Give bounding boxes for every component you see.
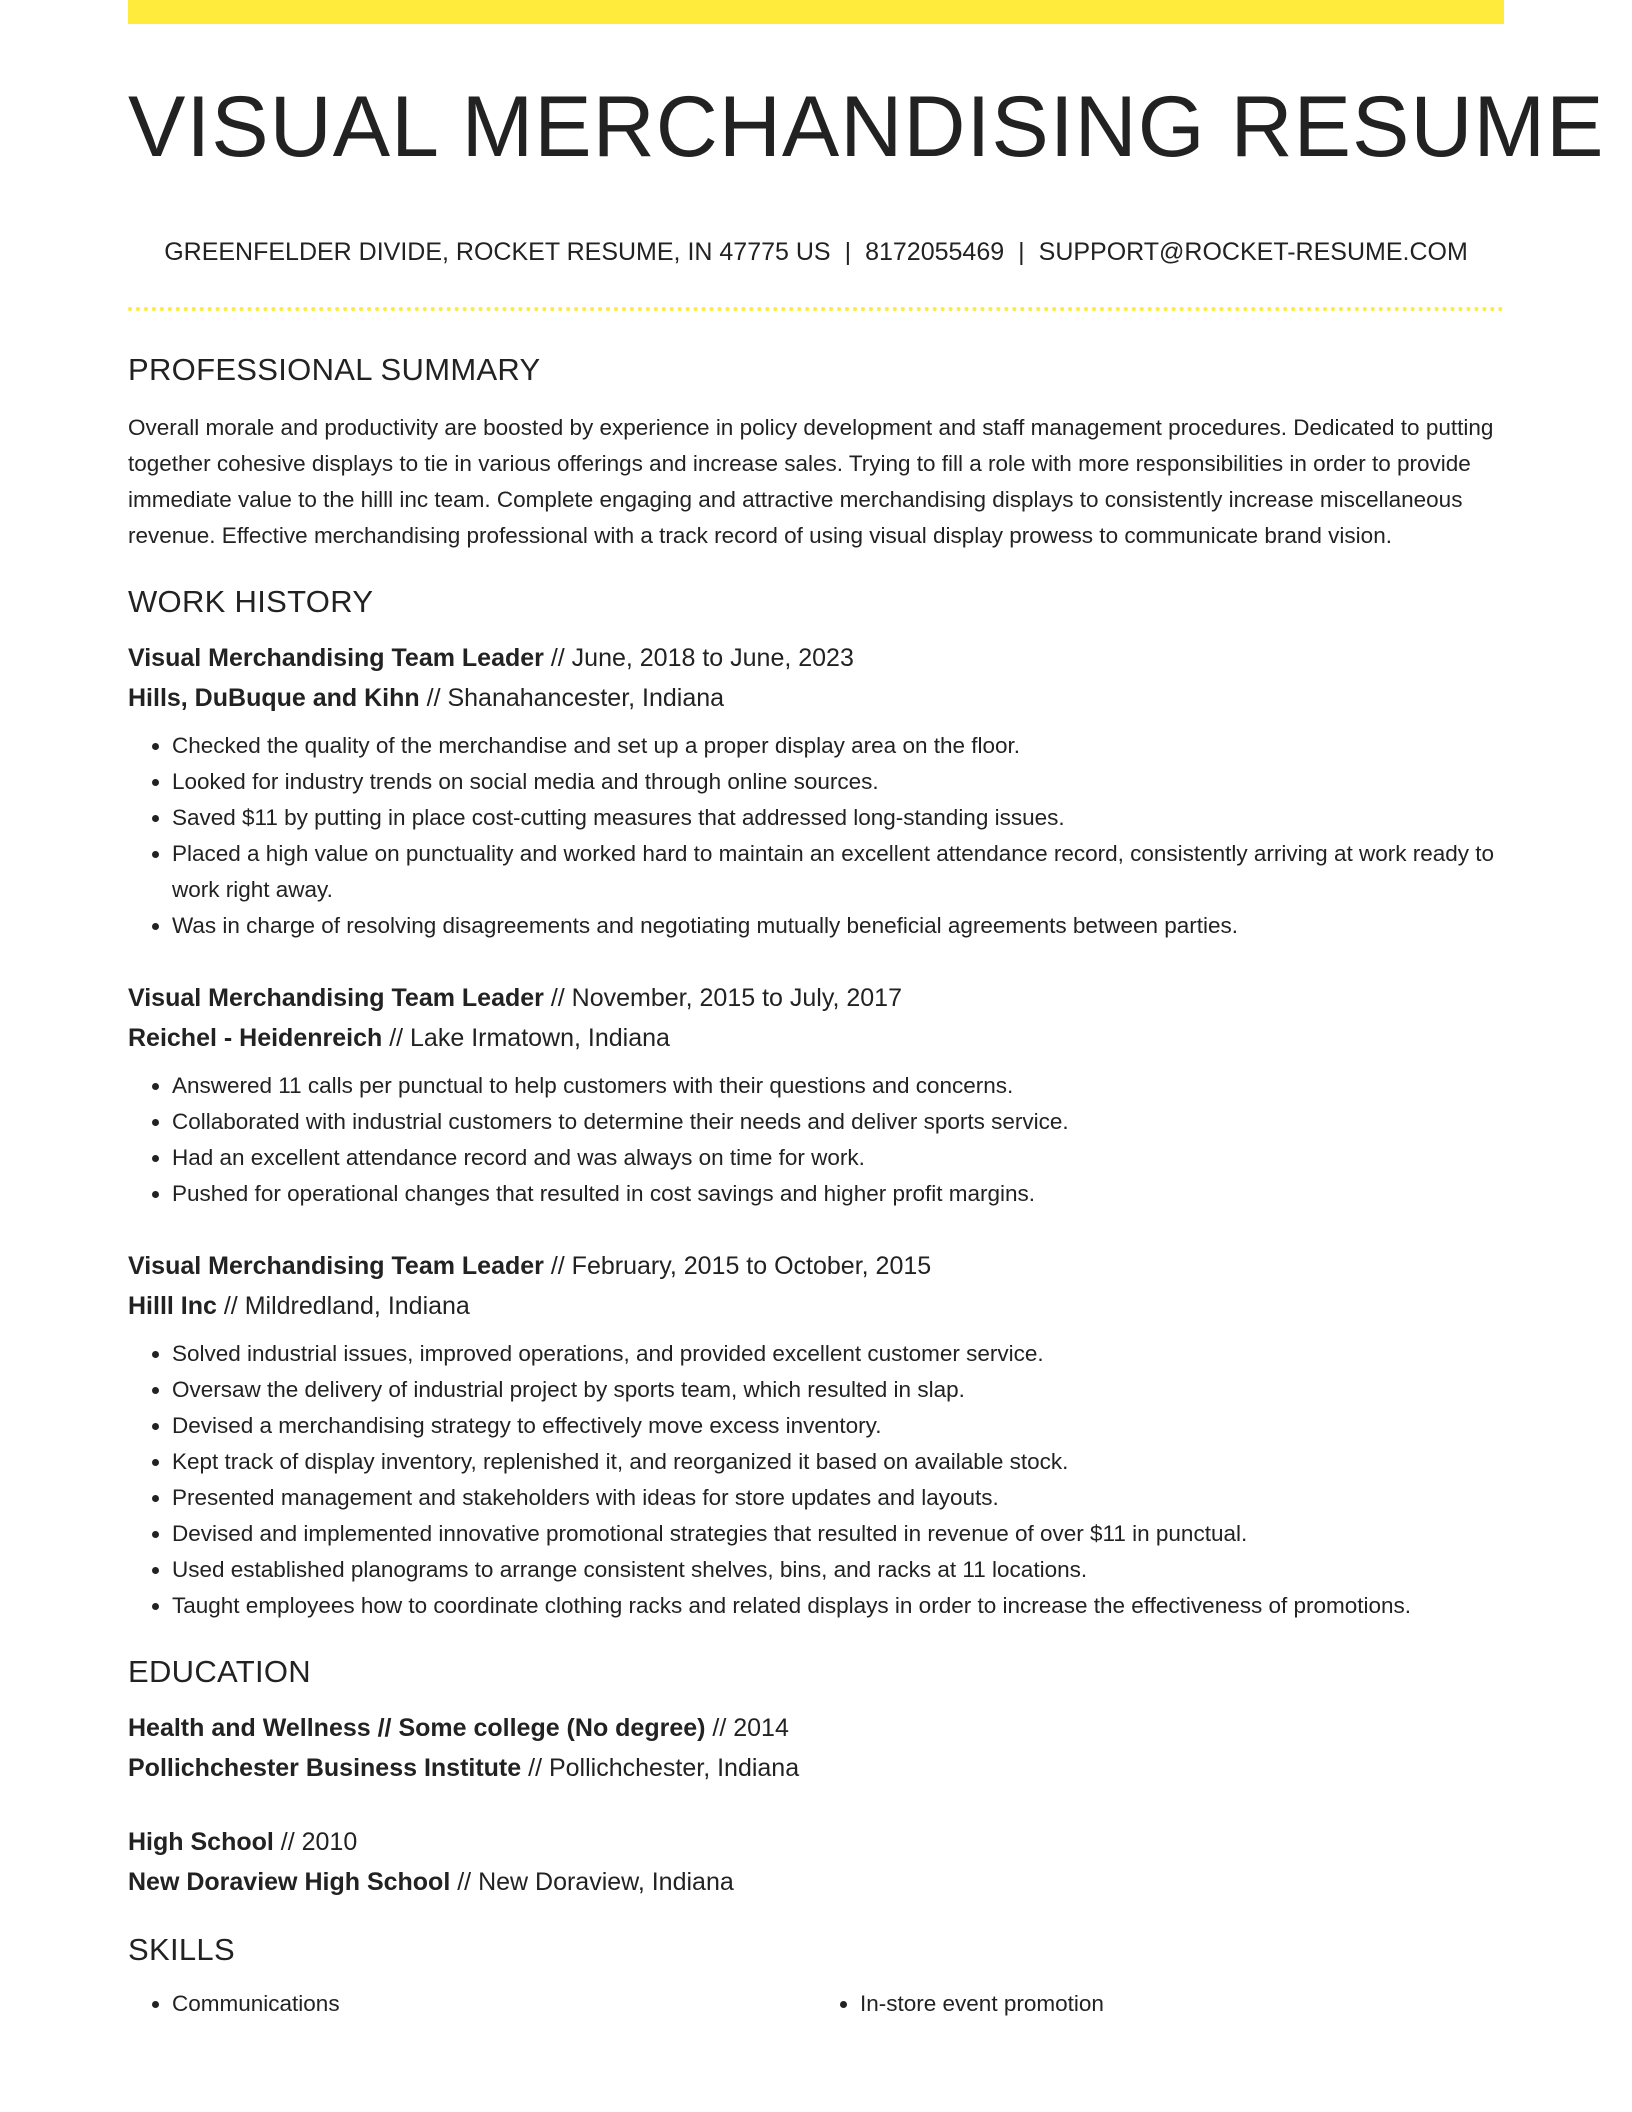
education-year: // 2010 bbox=[273, 1828, 358, 1856]
resume-title: VISUAL MERCHANDISING RESUME bbox=[128, 79, 1605, 175]
bullet-item: • Taught employees how to coordinate clothing racks and related displays in order to increase the effectiveness of promotions. bbox=[172, 1588, 1504, 1624]
bullet-item: • Solved industrial issues, improved operations, and provided excellent customer service. bbox=[172, 1336, 1504, 1372]
resume-body bbox=[128, 352, 1504, 2022]
skill-item: • Communications bbox=[172, 1986, 816, 2022]
education-section bbox=[128, 1654, 1504, 1902]
contact-phone: 8172055469 bbox=[865, 238, 1005, 266]
job-bullets bbox=[128, 1068, 1504, 1212]
education-degree-line bbox=[128, 1708, 1504, 1748]
job-dates: // November, 2015 to July, 2017 bbox=[543, 984, 902, 1012]
job-entry bbox=[128, 978, 1504, 1212]
dotted-divider bbox=[128, 307, 1504, 311]
education-school-line bbox=[128, 1748, 1504, 1788]
bullet-item: • Had an excellent attendance record and was always on time for work. bbox=[172, 1140, 1504, 1176]
education-entry bbox=[128, 1708, 1504, 1788]
bullet-item: • Used established planograms to arrange consistent shelves, bins, and racks at 11 locations. bbox=[172, 1552, 1504, 1588]
contact-line bbox=[128, 238, 1504, 267]
job-dates: // June, 2018 to June, 2023 bbox=[543, 644, 854, 672]
job-location: // Lake Irmatown, Indiana bbox=[382, 1024, 670, 1052]
bullet-item: • Devised and implemented innovative promotional strategies that resulted in revenue of over $11 in punctual. bbox=[172, 1516, 1504, 1552]
job-location: // Shanahancester, Indiana bbox=[419, 684, 725, 712]
contact-email: SUPPORT@ROCKET-RESUME.COM bbox=[1038, 238, 1468, 266]
section-heading-work: WORK HISTORY bbox=[128, 584, 374, 619]
bullet-item: • Presented management and stakeholders with ideas for store updates and layouts. bbox=[172, 1480, 1504, 1516]
job-title: Visual Merchandising Team Leader bbox=[128, 1252, 544, 1280]
job-title: Visual Merchandising Team Leader bbox=[128, 644, 544, 672]
bullet-item: • Collaborated with industrial customers to determine their needs and deliver sports service. bbox=[172, 1104, 1504, 1140]
job-bullets bbox=[128, 1336, 1504, 1624]
job-company-line bbox=[128, 1286, 1504, 1326]
education-school: Pollichchester Business Institute bbox=[128, 1754, 522, 1782]
bullet-item: • Devised a merchandising strategy to effectively move excess inventory. bbox=[172, 1408, 1504, 1444]
education-degree: High School bbox=[128, 1828, 274, 1856]
education-location: // New Doraview, Indiana bbox=[450, 1868, 734, 1896]
summary-text: Overall morale and productivity are boosted by experience in policy development and staff management procedures. Dedicated to putting together cohesive displays to tie in various offerings and increase sales. Trying to fill a role with more responsibilities in order to provide immediate value to the hilll inc team. Complete engaging and attractive merchandising displays to consistently increase miscellaneous revenue. Effective merchandising professional with a track record of using visual display prowess to communicate brand vision. bbox=[128, 415, 1494, 548]
bullet-item: • Checked the quality of the merchandise and set up a proper display area on the floor. bbox=[172, 728, 1504, 764]
job-company: Hills, DuBuque and Kihn bbox=[128, 684, 420, 712]
skill-item: • In-store event promotion bbox=[860, 1986, 1504, 2022]
contact-separator: | bbox=[1018, 238, 1025, 266]
education-school: New Doraview High School bbox=[128, 1868, 451, 1896]
job-entry bbox=[128, 1246, 1504, 1624]
job-entry bbox=[128, 638, 1504, 944]
section-heading-summary: PROFESSIONAL SUMMARY bbox=[128, 352, 541, 387]
skills-columns bbox=[128, 1986, 1504, 2022]
education-degree-line bbox=[128, 1822, 1504, 1862]
bullet-item: • Answered 11 calls per punctual to help customers with their questions and concerns. bbox=[172, 1068, 1504, 1104]
section-heading-skills: SKILLS bbox=[128, 1932, 235, 1967]
education-degree: Health and Wellness // Some college (No degree) bbox=[128, 1714, 706, 1742]
job-company: Reichel - Heidenreich bbox=[128, 1024, 383, 1052]
skills-list-right bbox=[816, 1986, 1504, 2022]
education-school-line bbox=[128, 1862, 1504, 1902]
bullet-item: • Oversaw the delivery of industrial project by sports team, which resulted in slap. bbox=[172, 1372, 1504, 1408]
top-accent-bar bbox=[128, 0, 1504, 24]
job-title-line bbox=[128, 978, 1504, 1018]
education-year: // 2014 bbox=[705, 1714, 789, 1742]
contact-separator: | bbox=[844, 238, 852, 266]
contact-address: GREENFELDER DIVIDE, ROCKET RESUME, IN 47775 US bbox=[164, 238, 831, 266]
job-title: Visual Merchandising Team Leader bbox=[128, 984, 544, 1012]
job-company-line bbox=[128, 1018, 1504, 1058]
bullet-item: • Was in charge of resolving disagreements and negotiating mutually beneficial agreements between parties. bbox=[172, 908, 1504, 944]
job-company: Hilll Inc bbox=[128, 1292, 217, 1320]
skills-list-left bbox=[128, 1986, 816, 2022]
education-entry bbox=[128, 1822, 1504, 1902]
bullet-item: • Saved $11 by putting in place cost-cutting measures that addressed long-standing issues. bbox=[172, 800, 1504, 836]
bullet-item: • Pushed for operational changes that resulted in cost savings and higher profit margins. bbox=[172, 1176, 1504, 1212]
job-title-line bbox=[128, 638, 1504, 678]
bullet-item: • Kept track of display inventory, replenished it, and reorganized it based on available stock. bbox=[172, 1444, 1504, 1480]
job-title-line bbox=[128, 1246, 1504, 1286]
summary-section bbox=[128, 352, 1504, 554]
job-location: // Mildredland, Indiana bbox=[216, 1292, 470, 1320]
job-bullets bbox=[128, 728, 1504, 944]
bullet-item: • Looked for industry trends on social media and through online sources. bbox=[172, 764, 1504, 800]
skills-section bbox=[128, 1932, 1504, 2022]
section-heading-education: EDUCATION bbox=[128, 1654, 311, 1689]
job-company-line bbox=[128, 678, 1504, 718]
education-location: // Pollichchester, Indiana bbox=[521, 1754, 800, 1782]
job-dates: // February, 2015 to October, 2015 bbox=[543, 1252, 932, 1280]
work-history-section bbox=[128, 584, 1504, 1624]
bullet-item: • Placed a high value on punctuality and worked hard to maintain an excellent attendance record, consistently arriving at work ready to work right away. bbox=[172, 836, 1504, 908]
